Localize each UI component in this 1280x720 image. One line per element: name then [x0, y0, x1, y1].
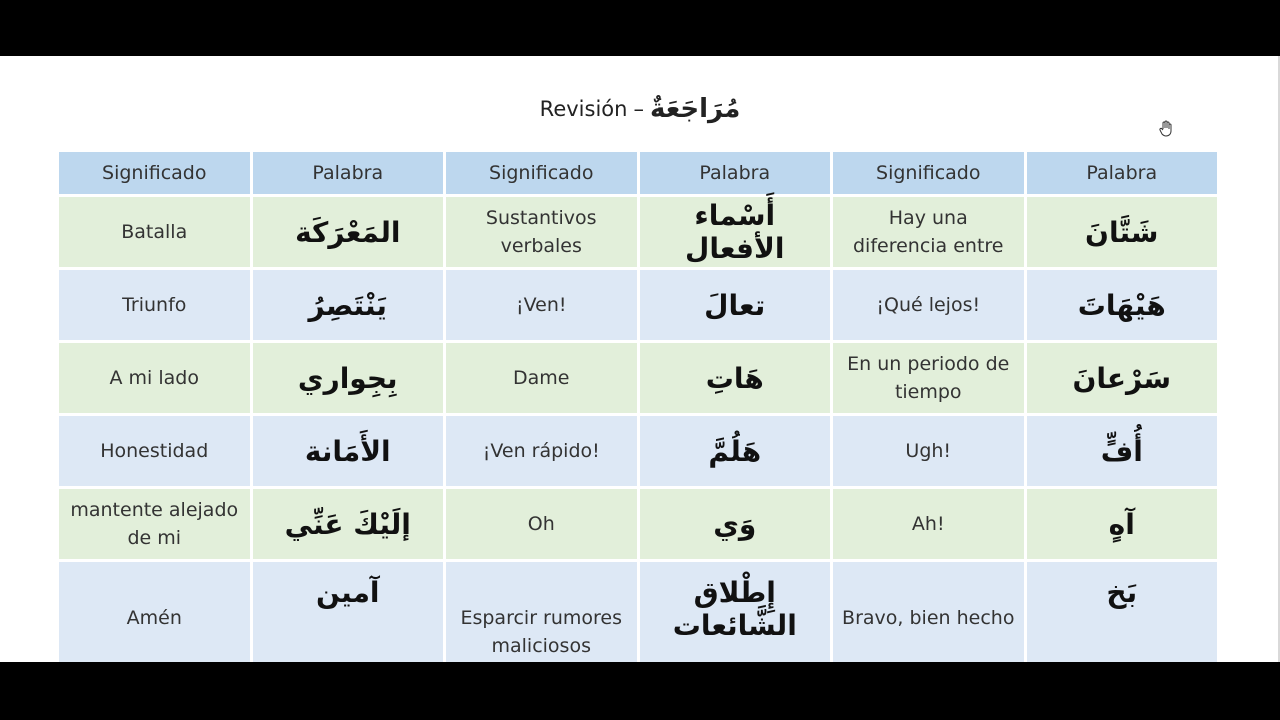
meaning-cell: A mi lado — [59, 343, 250, 416]
word-cell: الأَمَانة — [253, 416, 444, 489]
title-dash: – — [633, 97, 644, 121]
header-palabra: Palabra — [640, 152, 831, 197]
table-row — [59, 489, 1217, 562]
word-cell: أُفٍّ — [1027, 416, 1218, 489]
table-row — [59, 343, 1217, 416]
header-palabra: Palabra — [253, 152, 444, 197]
meaning-cell: ¡Ven rápido! — [446, 416, 637, 489]
meaning-cell: ¡Ven! — [446, 270, 637, 343]
meaning-cell: Amén — [59, 562, 250, 662]
word-cell: أَسْماء الأفعال — [640, 197, 831, 270]
meaning-cell: Honestidad — [59, 416, 250, 489]
meaning-cell: Ugh! — [833, 416, 1024, 489]
table-header-row — [59, 152, 1217, 197]
word-cell: سَرْعانَ — [1027, 343, 1218, 416]
table-row — [59, 562, 1217, 662]
meaning-cell: Hay una diferencia entre — [833, 197, 1024, 270]
word-cell: شَتَّانَ — [1027, 197, 1218, 270]
hand-cursor-icon — [1157, 120, 1175, 138]
word-cell: هَاتِ — [640, 343, 831, 416]
title-arabic: مُرَاجَعَةٌ — [649, 94, 741, 124]
meaning-cell: Esparcir rumores maliciosos — [446, 562, 637, 662]
document-page — [0, 56, 1280, 662]
table-row — [59, 416, 1217, 489]
word-cell: آهٍ — [1027, 489, 1218, 562]
table-row — [59, 270, 1217, 343]
meaning-cell: Triunfo — [59, 270, 250, 343]
meaning-cell: En un periodo de tiempo — [833, 343, 1024, 416]
vocabulary-table — [56, 152, 1220, 662]
word-cell: هَلُمَّ — [640, 416, 831, 489]
meaning-cell: Bravo, bien hecho — [833, 562, 1024, 662]
meaning-cell: Batalla — [59, 197, 250, 270]
word-cell: بِجِواري — [253, 343, 444, 416]
meaning-cell: Ah! — [833, 489, 1024, 562]
header-palabra: Palabra — [1027, 152, 1218, 197]
header-significado: Significado — [59, 152, 250, 197]
table-row — [59, 197, 1217, 270]
word-cell: آمين — [253, 562, 444, 662]
meaning-cell: Oh — [446, 489, 637, 562]
meaning-cell: mantente alejado de mi — [59, 489, 250, 562]
word-cell: المَعْرَكَة — [253, 197, 444, 270]
word-cell: إلَيْكَ عَنِّي — [253, 489, 444, 562]
meaning-cell: Sustantivos verbales — [446, 197, 637, 270]
meaning-cell: ¡Qué lejos! — [833, 270, 1024, 343]
word-cell: بَخ — [1027, 562, 1218, 662]
word-cell: يَنْتَصِرُ — [253, 270, 444, 343]
title-text: Revisión — [539, 97, 628, 121]
page-title — [0, 86, 1280, 132]
header-significado: Significado — [446, 152, 637, 197]
word-cell: إِطْلاق الشَّائعات — [640, 562, 831, 662]
meaning-cell: Dame — [446, 343, 637, 416]
word-cell: وَي — [640, 489, 831, 562]
header-significado: Significado — [833, 152, 1024, 197]
word-cell: هَيْهَاتَ — [1027, 270, 1218, 343]
word-cell: تعالَ — [640, 270, 831, 343]
